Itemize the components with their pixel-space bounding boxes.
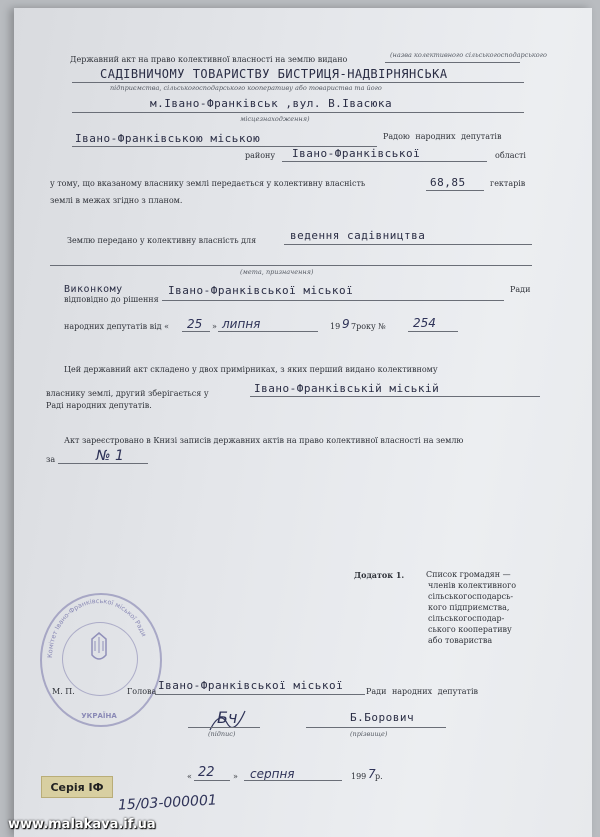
trident-detail-icon bbox=[95, 637, 103, 653]
decision-day: 25 bbox=[187, 317, 203, 331]
district-line bbox=[282, 161, 487, 162]
appendix-line-4: сільськогосподар- bbox=[428, 614, 505, 623]
decision-year-prefix: 19 bbox=[330, 322, 341, 331]
decision-number-line bbox=[408, 331, 458, 332]
signature-caption: (підпис) bbox=[208, 730, 236, 738]
area-prefix: у тому, що вказаному власнику землі передається у колективну власність bbox=[50, 179, 366, 188]
council-name: Івано-Франківською міською bbox=[75, 132, 261, 145]
district-prefix: району bbox=[245, 151, 276, 160]
purpose-prefix: Землю передано у колективну власність для bbox=[67, 236, 257, 245]
appendix-line-3: кого підприємства, bbox=[428, 603, 510, 612]
decision-number: 254 bbox=[413, 316, 436, 330]
area-suffix: гектарів bbox=[490, 179, 526, 188]
area-value: 68,85 bbox=[430, 176, 466, 189]
date-open: « bbox=[187, 772, 192, 781]
surname-line bbox=[306, 727, 446, 728]
decision-body: Виконкому bbox=[64, 284, 123, 295]
decision-year-word: 7року № bbox=[351, 322, 386, 331]
owner-address: м.Івано-Франківськ ,вул. В.Івасюка bbox=[150, 97, 393, 110]
copies-council: Івано-Франківській міській bbox=[254, 382, 440, 395]
decision-prefix: відповідно до рішення bbox=[64, 295, 159, 304]
decision-day-close: » bbox=[212, 322, 217, 331]
decision-year-digit: 9 bbox=[342, 317, 350, 331]
decision-deputies: народних депутатів від « bbox=[64, 322, 170, 331]
act-title: Державний акт на право колективної власності на землю видано bbox=[70, 55, 348, 64]
copies-line bbox=[250, 396, 540, 397]
owner-caption: (назва колективного сільськогосподарського bbox=[390, 51, 547, 59]
mp-label: М. П. bbox=[52, 687, 75, 696]
area-line bbox=[426, 190, 484, 191]
date-day-line bbox=[194, 780, 230, 781]
address-caption: місцезнаходження) bbox=[240, 115, 310, 123]
decision-day-line bbox=[182, 331, 210, 332]
signature-mark: Бч bbox=[217, 708, 238, 727]
date-day: 22 bbox=[198, 765, 215, 780]
owner-line bbox=[72, 82, 524, 83]
purpose-caption: (мета, призначення) bbox=[240, 268, 314, 276]
appendix-line-1: членів колективного bbox=[428, 581, 517, 590]
purpose-value: ведення садівництва bbox=[290, 229, 426, 242]
appendix-line-2: сільськогосподарсь- bbox=[428, 592, 514, 601]
decision-month-line bbox=[218, 331, 318, 332]
copies-line-3: Раді народних депутатів. bbox=[46, 401, 152, 410]
watermark: www.malakava.if.ua bbox=[8, 817, 156, 832]
district-suffix: області bbox=[495, 151, 526, 160]
purpose-line-2 bbox=[50, 265, 532, 266]
stamp-outer-text: Комітет Івано-Франківської міської Ради bbox=[45, 596, 149, 659]
council-suffix: Радою народних депутатів bbox=[383, 132, 502, 141]
appendix-label: Додаток 1. bbox=[354, 570, 405, 580]
copies-line-1: Цей державний акт складено у двох примірниках, з яких перший видано колективному bbox=[64, 365, 438, 374]
registry-number: № 1 bbox=[96, 448, 124, 464]
purpose-line bbox=[284, 244, 532, 245]
owner-name: САДІВНИЧОМУ ТОВАРИСТВУ БИСТРИЦЯ-НАДВІРНЯНСЬКА bbox=[100, 67, 448, 81]
decision-suffix: Ради bbox=[510, 285, 531, 294]
stamp-text-svg bbox=[40, 593, 158, 723]
decision-council: Івано-Франківської міської bbox=[168, 284, 354, 297]
svg-text:Комітет Івано-Франківської міс bbox=[46, 597, 148, 658]
signature-council-line bbox=[155, 694, 365, 695]
owner-line-top bbox=[385, 62, 520, 63]
owner-caption-2: підприємства, сільськогосподарського кооперативу або товариства та його bbox=[110, 84, 382, 92]
signature-surname: Б.Борович bbox=[350, 711, 415, 724]
signature-council: Івано-Франківської міської bbox=[158, 679, 344, 692]
decision-month: липня bbox=[222, 317, 261, 331]
signature-line bbox=[188, 727, 260, 728]
surname-caption: (прізвище) bbox=[350, 730, 388, 738]
registry-prefix: за bbox=[46, 455, 56, 464]
address-line bbox=[72, 112, 524, 113]
appendix-line-6: або товариства bbox=[428, 636, 493, 645]
copies-line-2: власнику землі, другий зберігається у bbox=[46, 389, 209, 398]
date-close: » bbox=[233, 772, 238, 781]
registry-line-1: Акт зареєстровано в Книзі записів державних актів на право колективної власності на землю bbox=[64, 436, 464, 445]
serial-number: 15/03-000001 bbox=[117, 792, 218, 814]
date-year-digit: 7 bbox=[368, 767, 376, 781]
signature-suffix: Ради народних депутатів bbox=[366, 687, 479, 696]
registry-line bbox=[58, 463, 148, 464]
district-name: Івано-Франківської bbox=[292, 147, 421, 160]
decision-line bbox=[162, 300, 504, 301]
series-label: Серія ІФ bbox=[41, 776, 113, 798]
appendix-line-0: Список громадян — bbox=[426, 570, 511, 579]
date-year-prefix: 199 bbox=[351, 772, 367, 781]
date-month-line bbox=[244, 780, 342, 781]
stamp-bottom-text: УКРАЇНА bbox=[81, 712, 117, 720]
date-year-suffix: р. bbox=[375, 772, 383, 781]
head-label: Голова bbox=[127, 687, 157, 696]
appendix-line-5: ського кооперативу bbox=[428, 625, 512, 634]
date-month: серпня bbox=[250, 767, 295, 781]
area-line-2: землі в межах згідно з планом. bbox=[50, 196, 183, 205]
